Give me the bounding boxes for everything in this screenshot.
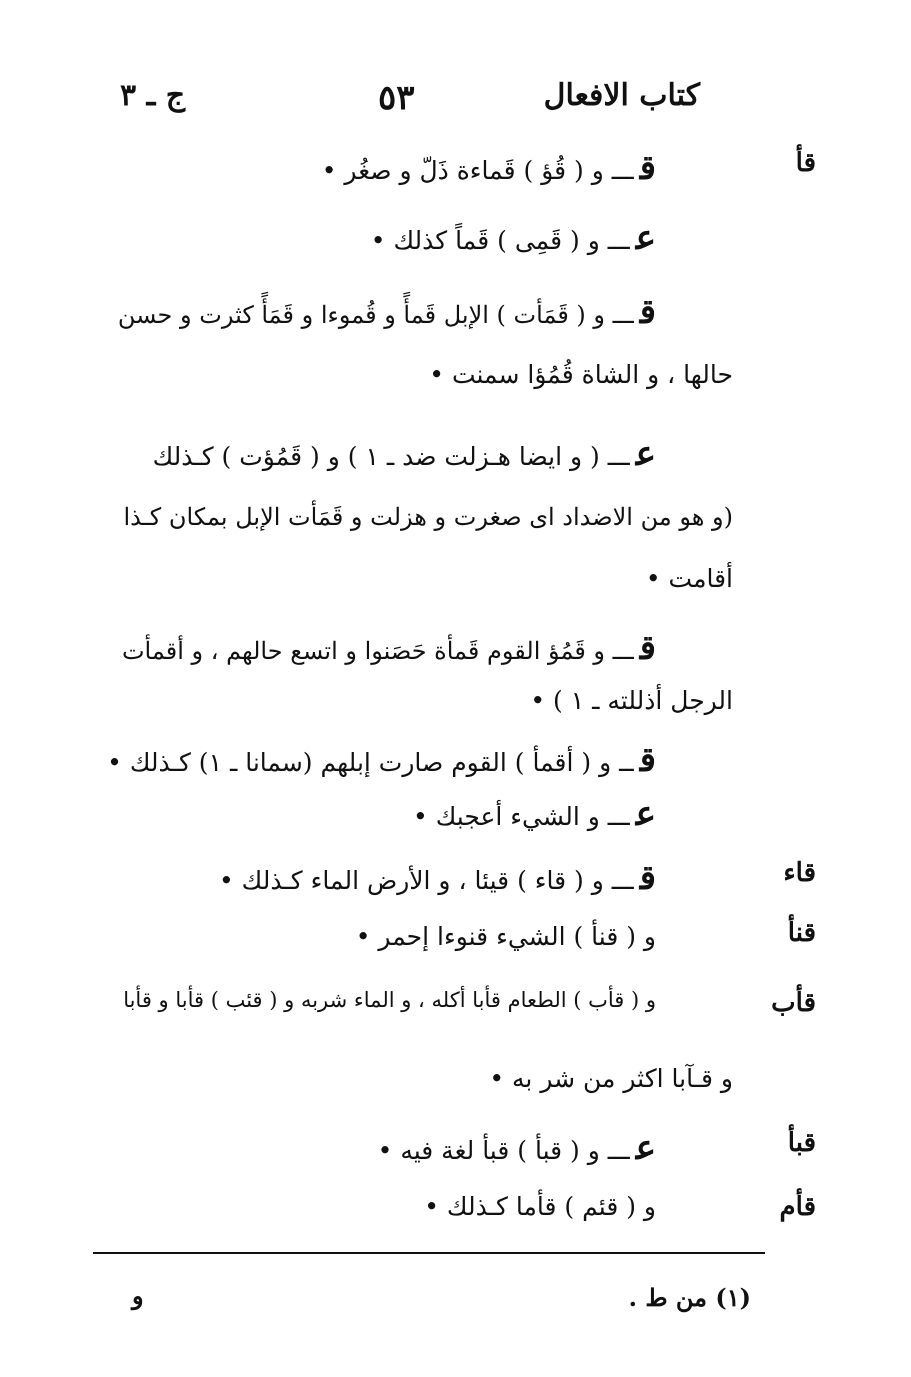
text-line [371, 218, 656, 258]
text-line [429, 360, 733, 389]
qaf-mark: ق [639, 292, 656, 332]
root-label: قنأ [787, 918, 816, 948]
text-line [123, 988, 656, 1012]
text-line [153, 434, 656, 474]
text-line [122, 628, 656, 668]
line-text: و ( قئم ) قأما كـذلك • [424, 1192, 656, 1221]
text-line [322, 148, 656, 188]
ain-mark: ع [635, 218, 656, 258]
root-label: قاء [783, 858, 816, 888]
catchword: و [132, 1281, 144, 1310]
page-number: ٥٣ [378, 78, 415, 118]
line-text: ـــ ( و ايضا هـزلت ضد ـ ١ ) و ( قَمُؤت ) كـذلك [152, 442, 630, 471]
qaf-mark: ق [639, 858, 656, 898]
text-line [530, 686, 733, 715]
text-line [219, 858, 656, 898]
root-label: قأم [779, 1192, 816, 1222]
text-line [378, 1128, 656, 1168]
qaf-mark: ق [639, 628, 656, 668]
ain-mark: ع [635, 1128, 656, 1168]
volume-label: ج ـ ٣ [120, 78, 186, 113]
text-line [413, 794, 656, 834]
line-text: أقامت • [645, 564, 733, 593]
footnote-divider [93, 1252, 765, 1254]
text-line [123, 503, 733, 531]
text-line [489, 1064, 733, 1093]
line-text: الرجل أذللته ـ ١ ) • [530, 686, 733, 715]
line-text: و قـآبا اكثر من شر به • [489, 1064, 733, 1093]
text-line [107, 740, 656, 780]
ain-mark: ع [635, 434, 656, 474]
footnote: (١) من ط . [628, 1283, 751, 1312]
line-text: ـــ و ( قُؤ ) قَماءة ذَلّ و صغُر • [321, 156, 634, 185]
book-title: كتاب الافعال [543, 78, 700, 113]
line-text: ــ و ( أقمأ ) القوم صارت إبلهم (سمانا ـ ١) كـذلك • [107, 748, 634, 777]
ain-mark: ع [635, 794, 656, 834]
line-text: ـــ و ( قَمَأت ) الإبل قَمأً و قُموءا و قَمَأً كثرت و حسن [117, 301, 634, 329]
qaf-mark: ق [639, 148, 656, 188]
line-text: ـــ و ( قاء ) قيئا ، و الأرض الماء كـذلك • [218, 866, 634, 895]
page-header [120, 78, 700, 128]
line-text: (و هو من الاضداد اى صغرت و هزلت و قَمَأت الإبل بمكان كـذا [123, 503, 733, 531]
line-text: و ( قنأ ) الشيء قنوءا إحمر • [355, 922, 656, 951]
line-text: ـــ و قَمُؤ القوم قَمأة حَصَنوا و اتسع حالهم ، و أقمأت [121, 637, 634, 665]
qaf-mark: ق [639, 740, 656, 780]
line-text: ـــ و ( قبأ ) قبأ لغة فيه • [377, 1136, 630, 1165]
root-label: قأ [795, 148, 816, 178]
text-line [356, 922, 656, 951]
line-text: حالها ، و الشاة قُمُؤا سمنت • [429, 360, 733, 389]
text-line [118, 292, 656, 332]
root-label: قبأ [787, 1128, 816, 1158]
line-text: ـــ و الشيء أعجبك • [413, 802, 630, 831]
root-label: قأب [771, 988, 816, 1018]
line-text: و ( قأب ) الطعام قأبا أكله ، و الماء شربه و ( قئب ) قأبا و قأبا [123, 988, 656, 1012]
line-text: ـــ و ( قَمِى ) قَماً كذلك • [370, 226, 630, 255]
text-line [646, 564, 733, 593]
text-line [424, 1192, 656, 1221]
